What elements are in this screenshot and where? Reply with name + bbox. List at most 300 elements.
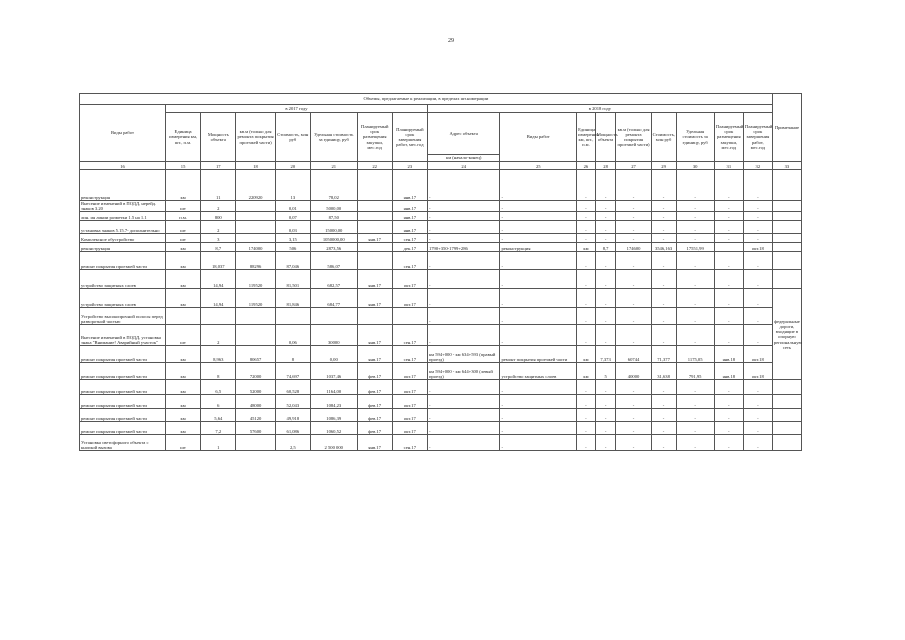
table-cell: - [743, 308, 772, 325]
row-work-type: устройство защитных слоев [80, 289, 166, 308]
table-cell [236, 325, 275, 346]
row-work-type: ремонт покрытия проезжей части [80, 346, 166, 363]
column-number-row [80, 162, 802, 170]
table-cell: янв.17 [357, 289, 392, 308]
table-cell: - [577, 325, 596, 346]
table-cell: 61,086 [275, 422, 310, 435]
table-row [80, 363, 802, 380]
table-cell: - [500, 212, 577, 221]
table-cell: км [165, 363, 200, 380]
table-cell: - [714, 170, 743, 201]
table-cell: - [676, 395, 714, 409]
table-cell: фев.17 [357, 380, 392, 395]
table-cell: 40000 [616, 363, 651, 380]
table-cell: 220920 [236, 170, 275, 201]
note-cell [772, 252, 801, 270]
table-cell: - [676, 422, 714, 435]
note-cell [772, 243, 801, 252]
table-cell: 57600 [236, 422, 275, 435]
table-cell: окт.17 [392, 270, 427, 289]
table-cell: - [676, 308, 714, 325]
column-number: 15 [165, 162, 200, 170]
table-cell: сен.17 [392, 252, 427, 270]
table-cell: 2 [201, 201, 236, 212]
table-cell: - [595, 212, 616, 221]
table-cell: - [577, 201, 596, 212]
table-cell: ремонт покрытия проезжей части [500, 346, 577, 363]
table-cell: - [651, 325, 676, 346]
note-cell [772, 422, 801, 435]
page-number: 29 [448, 38, 454, 44]
area-header: кв.м (только для ремонта покрытия проезжей части) [236, 113, 275, 162]
table-cell: - [651, 380, 676, 395]
table-cell: шт [165, 201, 200, 212]
table-cell: 2873,56 [310, 243, 357, 252]
unit-cost-2018-header: Удельная стоимость за единицу, руб [676, 113, 714, 162]
row-work-type: установка знаков 5.15.7- дополнительно [80, 221, 166, 234]
year-2017-header: в 2017 году [165, 105, 427, 113]
table-cell: сен.17 [392, 234, 427, 243]
table-cell: 13 [275, 170, 310, 201]
table-cell: янв.17 [392, 212, 427, 221]
table-cell: янв.17 [357, 270, 392, 289]
table-cell: 2 [201, 221, 236, 234]
table-cell: - [743, 380, 772, 395]
table-cell: - [595, 380, 616, 395]
row-work-type: Внесение изменений в ПОДД, установка знака "Внимание! Аварийный участок" [80, 325, 166, 346]
table-cell: - [676, 409, 714, 422]
column-number: 22 [357, 162, 392, 170]
table-cell: км [577, 243, 596, 252]
table-cell: - [595, 234, 616, 243]
table-cell: - [616, 234, 651, 243]
table-row [80, 395, 802, 409]
table-cell: 60,528 [275, 380, 310, 395]
table-cell: - [651, 308, 676, 325]
table-cell [357, 201, 392, 212]
note-cell [772, 435, 801, 451]
table-cell: фев.17 [357, 363, 392, 380]
column-number: 17 [201, 162, 236, 170]
table-cell: - [714, 395, 743, 409]
table-cell: - [651, 395, 676, 409]
table-cell: янв.17 [357, 325, 392, 346]
table-cell: - [714, 435, 743, 451]
table-cell: - [676, 234, 714, 243]
table-cell [201, 308, 236, 325]
table-cell: - [616, 170, 651, 201]
row-work-type: ремонт покрытия проезжей части [80, 422, 166, 435]
table-cell: 1086,39 [310, 409, 357, 422]
table-cell: 49,918 [275, 409, 310, 422]
table-cell: окт.17 [392, 380, 427, 395]
note-cell [772, 201, 801, 212]
note-cell [772, 170, 801, 201]
table-cell: окт.17 [392, 409, 427, 422]
table-cell: - [500, 289, 577, 308]
column-number: 26 [577, 162, 596, 170]
table-cell: сен.17 [392, 346, 427, 363]
table-cell: - [616, 395, 651, 409]
table-cell: - [595, 270, 616, 289]
table-cell: - [500, 170, 577, 201]
table-cell: окт.17 [392, 422, 427, 435]
table-cell: км [165, 409, 200, 422]
table-cell: - [595, 435, 616, 451]
table-cell: 1164,00 [310, 380, 357, 395]
table-row [80, 221, 802, 234]
table-row [80, 435, 802, 451]
table-cell: - [714, 289, 743, 308]
column-number: 30 [676, 162, 714, 170]
table-cell: - [427, 221, 500, 234]
table-cell: - [577, 221, 596, 234]
note-cell [772, 270, 801, 289]
cost-2018-header: Стоимость, млн руб [651, 113, 676, 162]
table-cell [236, 201, 275, 212]
completion-term-2018-header: Планируемый срок завершения работ, мес.год [743, 113, 772, 162]
table-cell: - [616, 325, 651, 346]
table-cell: 7,373 [595, 346, 616, 363]
work-type-header: Виды работ [80, 105, 166, 162]
table-cell: 31,638 [651, 363, 676, 380]
table-cell: - [714, 380, 743, 395]
table-cell: - [743, 289, 772, 308]
table-cell: - [676, 201, 714, 212]
table-cell: - [500, 234, 577, 243]
capacity-2018-header: Мощность объекта [595, 113, 616, 162]
table-cell: 18,037 [201, 252, 236, 270]
table-cell [714, 243, 743, 252]
table-cell: - [427, 252, 500, 270]
table-cell [236, 221, 275, 234]
table-cell: - [743, 234, 772, 243]
table-cell: - [595, 289, 616, 308]
table-cell [357, 212, 392, 221]
table-cell: - [616, 409, 651, 422]
table-cell: - [427, 234, 500, 243]
table-cell [357, 252, 392, 270]
table-cell: 1037,46 [310, 363, 357, 380]
table-cell: - [500, 422, 577, 435]
table-cell: 119520 [236, 289, 275, 308]
table-cell: - [595, 395, 616, 409]
table-cell: - [595, 308, 616, 325]
cost-header: Стоимость, млн руб [275, 113, 310, 162]
table-cell: - [427, 435, 500, 451]
table-cell: - [500, 201, 577, 212]
table-row [80, 252, 802, 270]
table-cell: - [743, 170, 772, 201]
table-cell: 5000,00 [310, 201, 357, 212]
table-cell: 8,7 [595, 243, 616, 252]
table-cell: 3,15 [275, 234, 310, 243]
planned-term-header: Планируемый срок размещения закупки, мес.год [357, 113, 392, 162]
table-cell: 1 [201, 435, 236, 451]
table-cell: 30000 [310, 325, 357, 346]
table-cell: - [427, 395, 500, 409]
table-cell: 8,7 [201, 243, 236, 252]
table-cell [392, 308, 427, 325]
table-cell: 1060,52 [310, 422, 357, 435]
table-cell [236, 234, 275, 243]
table-cell: - [651, 221, 676, 234]
row-work-type: ремонт покрытия проезжей части [80, 409, 166, 422]
table-row [80, 234, 802, 243]
table-cell: - [427, 270, 500, 289]
table-cell: - [427, 289, 500, 308]
table-cell: км [577, 363, 596, 380]
table-row [80, 201, 802, 212]
table-row [80, 243, 802, 252]
table-cell: - [427, 201, 500, 212]
table-cell: окт.17 [392, 363, 427, 380]
table-cell: - [577, 422, 596, 435]
table-cell: - [500, 380, 577, 395]
table-cell: - [714, 308, 743, 325]
table-cell: 11 [201, 170, 236, 201]
table-cell: - [651, 289, 676, 308]
table-row [80, 170, 802, 201]
table-cell: 0,06 [275, 325, 310, 346]
table-cell: 14,94 [201, 270, 236, 289]
table-cell: 48000 [236, 395, 275, 409]
table-cell: км 594+000 - км 634+593 (правый проезд) [427, 346, 500, 363]
table-cell: - [676, 289, 714, 308]
table-cell: 2,5 [275, 435, 310, 451]
table-cell: - [676, 435, 714, 451]
address-header: Адрес объекта [427, 113, 500, 155]
table-row [80, 409, 802, 422]
works-table-sheet [79, 93, 802, 451]
note-cell [772, 234, 801, 243]
table-cell: - [714, 325, 743, 346]
table-cell: - [616, 270, 651, 289]
table-cell: фев.17 [357, 409, 392, 422]
table-cell: шт [165, 435, 200, 451]
table-cell: сен.17 [392, 435, 427, 451]
table-cell [165, 308, 200, 325]
unit-cost-header: Удельная стоимость за единицу, руб [310, 113, 357, 162]
table-cell: 800 [201, 212, 236, 221]
table-cell: янв.17 [392, 201, 427, 212]
table-cell: 60744 [616, 346, 651, 363]
table-cell: 0,00 [310, 346, 357, 363]
unit-2018-header: Единица измерения км, шт., п.м. [577, 113, 596, 162]
table-cell: - [743, 422, 772, 435]
row-work-type: лин. ия линии разметки 1.5 на 1.1 [80, 212, 166, 221]
table-cell: 7,2 [201, 422, 236, 435]
table-row [80, 289, 802, 308]
row-work-type: Комплексное обустройство [80, 234, 166, 243]
table-cell: 682,57 [310, 270, 357, 289]
table-cell: - [616, 308, 651, 325]
table-cell: - [577, 435, 596, 451]
note-cell-federal-roads: федеральные дороги, входящие в опорную региональную сеть [772, 289, 801, 380]
table-cell: - [714, 234, 743, 243]
table-cell: - [595, 325, 616, 346]
table-cell [236, 435, 275, 451]
table-cell [357, 308, 392, 325]
table-cell: 88296 [236, 252, 275, 270]
table-cell: 71,377 [651, 346, 676, 363]
table-cell: окт.18 [743, 243, 772, 252]
table-cell: км [165, 422, 200, 435]
table-cell: 1790+350-1799+286 [427, 243, 500, 252]
table-cell: - [500, 308, 577, 325]
table-cell: 3546,163 [651, 243, 676, 252]
table-cell: 174600 [616, 243, 651, 252]
work-type-2018-header: Виды работ [500, 113, 577, 162]
table-cell: - [427, 409, 500, 422]
table-cell: - [577, 409, 596, 422]
table-cell: - [616, 422, 651, 435]
table-cell: - [595, 422, 616, 435]
note-cell [772, 212, 801, 221]
table-cell: - [651, 201, 676, 212]
table-cell: - [427, 422, 500, 435]
row-work-type: реконструкция [80, 243, 166, 252]
table-cell: - [427, 170, 500, 201]
table-cell: - [577, 395, 596, 409]
table-cell [357, 221, 392, 234]
table-cell: - [651, 252, 676, 270]
table-cell: 0,01 [275, 201, 310, 212]
table-cell: - [577, 252, 596, 270]
table-cell: - [714, 201, 743, 212]
table-cell: - [500, 395, 577, 409]
table-cell: - [676, 170, 714, 201]
table-cell: - [743, 212, 772, 221]
unit-header: Единица измерения км, шт., п.м. [165, 113, 200, 162]
table-cell: 81,846 [275, 289, 310, 308]
table-cell: - [651, 234, 676, 243]
table-cell [275, 308, 310, 325]
table-cell [236, 212, 275, 221]
table-cell: 78,02 [310, 170, 357, 201]
table-cell: - [616, 201, 651, 212]
row-work-type: ремонт покрытия проезжей части [80, 363, 166, 380]
table-cell: - [616, 435, 651, 451]
table-cell: 174000 [236, 243, 275, 252]
table-cell: окт.18 [743, 346, 772, 363]
table-cell: - [427, 325, 500, 346]
row-work-type: ремонт покрытия проезжей части [80, 395, 166, 409]
table-cell: 81,501 [275, 270, 310, 289]
table-cell: янв.17 [392, 170, 427, 201]
table-cell: янв.18 [714, 363, 743, 380]
table-cell: 506 [275, 243, 310, 252]
table-cell: - [714, 270, 743, 289]
table-cell [310, 308, 357, 325]
table-cell: - [714, 221, 743, 234]
table-cell: 87,50 [310, 212, 357, 221]
table-cell: 80657 [236, 346, 275, 363]
table-cell: 8,963 [201, 346, 236, 363]
table-cell: - [714, 422, 743, 435]
table-cell: 15000,00 [310, 221, 357, 234]
table-cell: - [651, 409, 676, 422]
table-cell: - [676, 270, 714, 289]
table-cell: 1050000,00 [310, 234, 357, 243]
table-row [80, 422, 802, 435]
table-cell: - [676, 212, 714, 221]
table-cell: - [714, 252, 743, 270]
table-cell: 87,046 [275, 252, 310, 270]
table-cell: - [676, 325, 714, 346]
note-cell [772, 395, 801, 409]
table-cell: 3 [201, 234, 236, 243]
works-table [79, 93, 802, 451]
table-cell: - [651, 212, 676, 221]
table-cell: устройство защитных слоев [500, 363, 577, 380]
table-cell: 684,77 [310, 289, 357, 308]
column-number: 21 [310, 162, 357, 170]
address-sub-header: км (начало-конец) [427, 155, 500, 162]
table-cell: км [165, 252, 200, 270]
column-number: 28 [595, 162, 616, 170]
table-cell: п.м. [165, 212, 200, 221]
table-cell: дек.17 [392, 243, 427, 252]
note-cell [772, 409, 801, 422]
row-work-type: Внесение изменений в ПОДД, нерейд. знаков 3.20 [80, 201, 166, 212]
note-cell [772, 380, 801, 395]
table-cell: - [500, 325, 577, 346]
table-cell: окт.17 [392, 289, 427, 308]
table-cell: 0,03 [275, 221, 310, 234]
table-cell: - [743, 325, 772, 346]
table-cell: км [165, 289, 200, 308]
planned-term-2018-header: Планируемый срок размещения закупки, мес.год [714, 113, 743, 162]
table-cell: - [651, 170, 676, 201]
table-cell: км [165, 395, 200, 409]
table-cell: - [577, 212, 596, 221]
table-cell: янв.18 [714, 346, 743, 363]
group-title: Объемы, предлагаемые к реализации, в пределах шт.номерации [80, 94, 773, 105]
table-cell: янв.17 [357, 435, 392, 451]
table-cell: 8 [201, 363, 236, 380]
table-cell: - [500, 252, 577, 270]
table-cell: янв.17 [357, 234, 392, 243]
table-cell: - [616, 252, 651, 270]
table-row [80, 380, 802, 395]
table-cell: 74,697 [275, 363, 310, 380]
table-cell: окт.18 [743, 363, 772, 380]
column-number: 33 [772, 162, 801, 170]
table-cell: - [595, 409, 616, 422]
column-number: 29 [651, 162, 676, 170]
table-row [80, 346, 802, 363]
table-cell: янв.17 [357, 346, 392, 363]
table-cell: - [651, 270, 676, 289]
table-cell: 5 [595, 363, 616, 380]
table-cell: 14,94 [201, 289, 236, 308]
column-number: 31 [714, 162, 743, 170]
table-cell: км [577, 346, 596, 363]
column-number: 24 [427, 162, 500, 170]
area-2018-header: кв.м (только для ремонта покрытия проезжей части) [616, 113, 651, 162]
table-cell: - [577, 170, 596, 201]
table-cell: км [165, 170, 200, 201]
table-cell: окт.17 [392, 395, 427, 409]
table-cell: - [500, 435, 577, 451]
row-work-type: Устройство высокопрочной полосы перед разворотной частью [80, 308, 166, 325]
table-cell [357, 243, 392, 252]
table-cell: 791,95 [676, 363, 714, 380]
table-cell: шт [165, 325, 200, 346]
column-number: 20 [275, 162, 310, 170]
table-cell: - [595, 201, 616, 212]
